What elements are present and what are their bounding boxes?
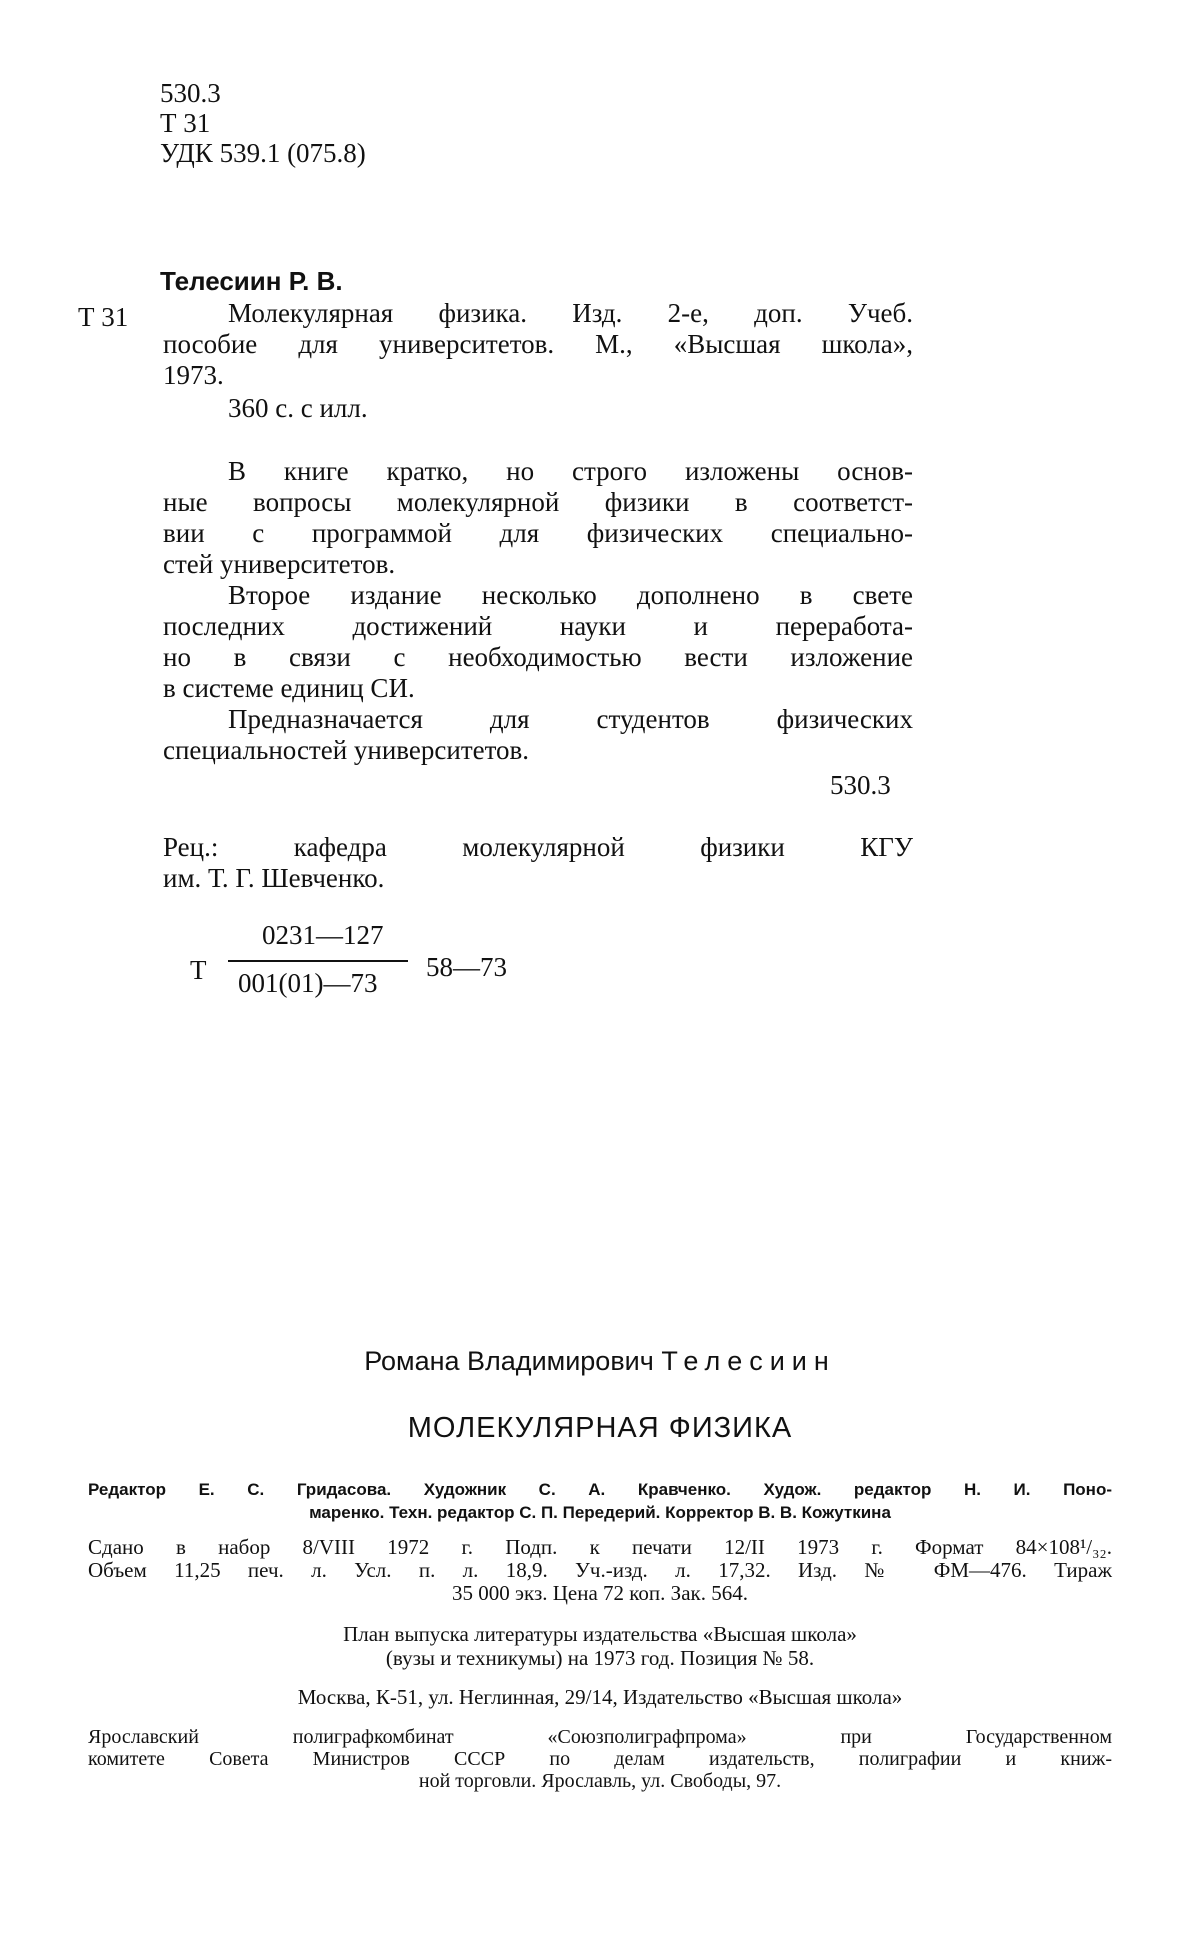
author-name: Телесиин Р. В. <box>160 266 343 296</box>
printing-line: 35 000 экз. Цена 72 коп. Зак. 564. <box>452 1581 748 1605</box>
abstract-line: в системе единиц СИ. <box>163 673 415 703</box>
abstract-line: стей университетов. <box>163 549 396 579</box>
printing-line: Сдано в набор 8/VIII 1972 г. Подп. к печати 12/II 1973 г. Формат 84×108¹/₃₂. <box>88 1535 1112 1559</box>
author-first-names: Романа Владимирович <box>364 1346 654 1376</box>
colophon-title: МОЛЕКУЛЯРНАЯ ФИЗИКА <box>407 1412 793 1444</box>
abstract <box>163 456 913 766</box>
fraction-bar <box>228 960 408 962</box>
udc-code: УДК 539.1 (075.8) <box>160 138 366 168</box>
reviewer-line: им. Т. Г. Шевченко. <box>163 863 385 893</box>
publisher-address: Москва, К-51, ул. Неглинная, 29/14, Издательство «Высшая школа» <box>297 1685 903 1709</box>
plan-line: План выпуска литературы издательства «Высшая школа» <box>343 1622 857 1646</box>
printer-line: комитете Совета Министров СССР по делам издательств, полиграфии и книж- <box>88 1748 1112 1770</box>
publishing-plan <box>0 1622 1200 1670</box>
code-denominator: 001(01)—73 <box>238 968 378 998</box>
library-code: Т 31 <box>160 108 211 138</box>
reviewer-line: Рец.: кафедра молекулярной физики КГУ <box>163 832 913 862</box>
code-numerator: 0231—127 <box>262 920 384 950</box>
abstract-line: вии с программой для физических специально- <box>163 518 913 548</box>
class-code: 530.3 <box>160 78 221 108</box>
code-letter: Т <box>190 955 207 985</box>
abstract-line: последних достижений науки и переработа- <box>163 611 913 641</box>
page-count: 360 с. с илл. <box>228 393 368 423</box>
code-suffix: 58—73 <box>426 952 507 982</box>
printing-details <box>88 1536 1112 1605</box>
printer-line: ной торговли. Ярославль, ул. Свободы, 97. <box>418 1770 782 1792</box>
abstract-line: но в связи с необходимостью вести изложение <box>163 642 913 672</box>
classification-codes <box>160 78 366 168</box>
class-code-right: 530.3 <box>830 770 891 800</box>
plan-line: (вузы и техникумы) на 1973 год. Позиция № 58. <box>385 1646 815 1670</box>
colophon-author <box>0 1346 1200 1377</box>
library-index: Т 31 <box>78 302 129 332</box>
abstract-line: специальностей университетов. <box>163 735 530 765</box>
bibliographic-description <box>163 298 913 424</box>
bib-line: 1973. <box>163 360 224 390</box>
printer-line: Ярославский полиграфкомбинат «Союзполиграфпрома» при Государственном <box>88 1726 1112 1748</box>
publication-code <box>190 920 550 1030</box>
abstract-line: Второе издание несколько дополнено в свете <box>228 580 913 610</box>
staff-line: маренко. Техн. редактор С. П. Передерий. Корректор В. В. Кожуткина <box>309 1503 891 1522</box>
bib-line: Молекулярная физика. Изд. 2-е, доп. Учеб. <box>228 298 913 328</box>
printer-info <box>88 1726 1112 1792</box>
printing-line: Объем 11,25 печ. л. Усл. п. л. 18,9. Уч.-изд. л. 17,32. Изд. № ФМ—476. Тираж <box>88 1558 1112 1582</box>
author-surname: Телесиин <box>661 1346 836 1376</box>
abstract-line: ные вопросы молекулярной физики в соответст- <box>163 487 913 517</box>
bib-line: пособие для университетов. М., «Высшая школа», <box>163 329 913 359</box>
abstract-line: В книге кратко, но строго изложены основ- <box>228 456 913 486</box>
editorial-staff <box>88 1478 1112 1524</box>
staff-line: Редактор Е. С. Гридасова. Художник С. А. Кравченко. Худож. редактор Н. И. Поно- <box>88 1480 1112 1499</box>
abstract-line: Предназначается для студентов физических <box>228 704 913 734</box>
reviewer <box>163 832 913 894</box>
